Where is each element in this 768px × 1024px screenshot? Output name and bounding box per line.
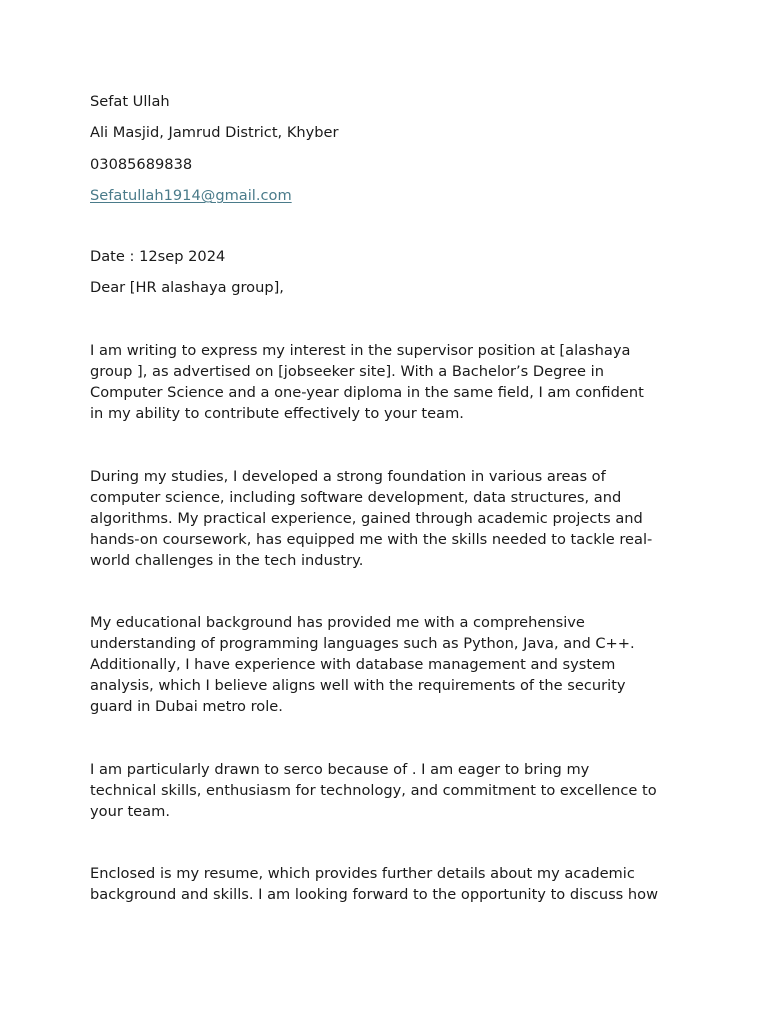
paragraph-line: world challenges in the tech industry. [90, 551, 364, 569]
paragraph-line: algorithms. My practical experience, gained through academic projects and [90, 509, 643, 527]
paragraph-line: Enclosed is my resume, which provides further details about my academic [90, 865, 635, 883]
paragraph-5 [90, 863, 680, 905]
paragraph-line: analysis, which I believe aligns well with the requirements of the security [90, 677, 626, 695]
paragraph-4 [90, 759, 680, 822]
paragraph-1 [90, 340, 680, 424]
paragraph-line: During my studies, I developed a strong foundation in various areas of [90, 467, 606, 485]
sender-email-line [90, 185, 680, 206]
paragraph-line: in my ability to contribute effectively to your team. [90, 405, 464, 423]
sender-name: Sefat Ullah [90, 93, 170, 110]
paragraph-2 [90, 466, 680, 571]
paragraph-line: I am particularly drawn to serco because of . I am eager to bring my [90, 760, 590, 778]
paragraph-line: guard in Dubai metro role. [90, 698, 283, 716]
sender-address: Ali Masjid, Jamrud District, Khyber [90, 124, 339, 142]
paragraph-line: Additionally, I have experience with database management and system [90, 656, 616, 674]
paragraph-line: group ], as advertised on [jobseeker site]. With a Bachelor’s Degree in [90, 363, 604, 381]
paragraph-line: technical skills, enthusiasm for technology, and commitment to excellence to [90, 781, 657, 799]
paragraph-line: I am writing to express my interest in the supervisor position at [alashaya [90, 342, 631, 360]
paragraph-line: your team. [90, 802, 170, 820]
sender-email-link[interactable]: Sefatullah1914@gmail.com [90, 186, 292, 204]
paragraph-line: understanding of programming languages such as Python, Java, and C++. [90, 635, 635, 653]
paragraph-line: background and skills. I am looking forward to the opportunity to discuss how [90, 886, 659, 904]
paragraph-line: Computer Science and a one-year diploma in the same field, I am confident [90, 384, 644, 402]
paragraph-line: computer science, including software development, data structures, and [90, 488, 622, 506]
letter-body [90, 91, 680, 905]
sender-phone: 03085689838 [90, 155, 193, 173]
paragraph-line: hands-on coursework, has equipped me with the skills needed to tackle real- [90, 530, 653, 548]
letter-date: Date : 12sep 2024 [90, 247, 226, 265]
paragraph-line: My educational background has provided me with a comprehensive [90, 614, 585, 632]
paragraph-3 [90, 612, 680, 717]
salutation: Dear [HR alashaya group], [90, 279, 284, 297]
